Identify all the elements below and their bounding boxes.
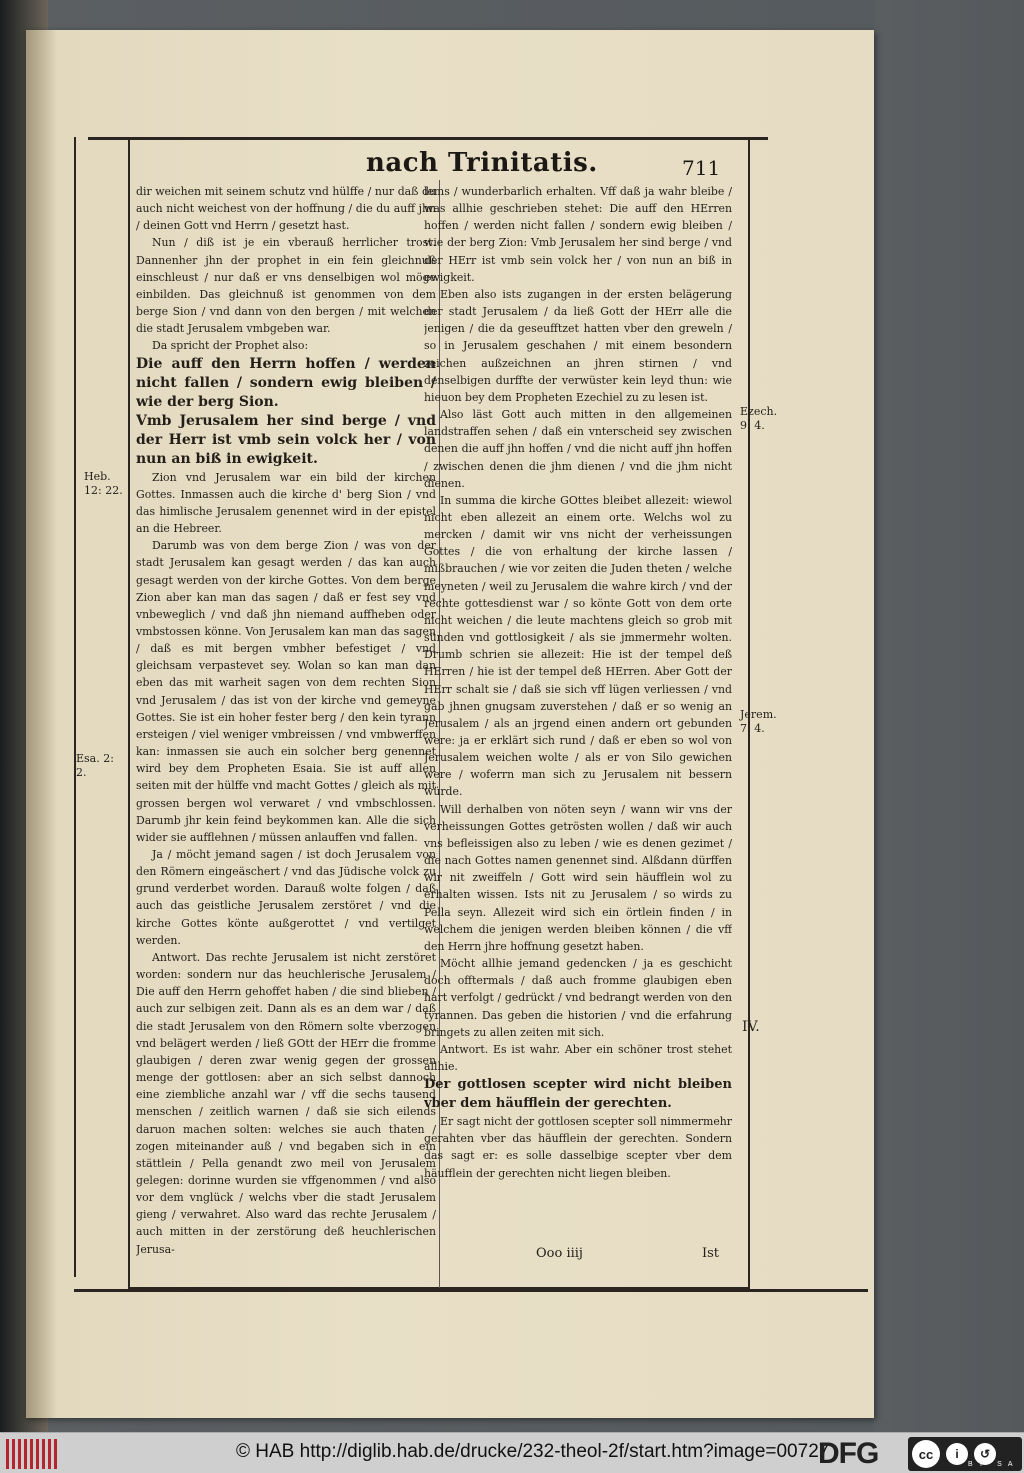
left-column-paragraph: Darumb was von dem berge Zion / was von der stadt Jerusalem kan gesagt werden / das kan auch gesagt werden von der kirche Gottes. Von dem berge Zion aber kan man das sagen / daß er fest sey vnd vnbeweglich / vnd daß jhn niemand auffheben oder vmbstossen könne. Von Jerusalem kan man das sagen / daß es mit bergen vmbher befestiget / vnd gleichsam verpastevet sey. Wolan so kan man dan eben das mit warheit sagen von dem rechten Sion vnd Jerusalem / das ist von der kirche vnd gemeyne Gottes. Sie ist ein hoher fester berg / den kein tyrann ersteigen / viel weniger vmbreissen / vnd vmbwerffen kan: inmassen sie auch ein solcher berg genennet wird bey dem Propheten Esaia. Sie ist auff allen seiten mit der hülffe vnd macht Gottes / gleich als mit grossen bergen wol verwaret / vnd vmbschlossen. Darumb jhr kein feind beykommen kan. Alle die sich wider sie aufflehnen / müssen anlauffen vnd fallen. xyxy=(136,539,436,844)
barcode-bar xyxy=(54,1439,57,1469)
scan-background-right xyxy=(874,0,1024,1432)
signature-mark: Ooo iiij xyxy=(536,1246,583,1261)
left-column-paragraph: Ja / möcht jemand sagen / ist doch Jerusalem von den Römern eingeäschert / vnd das Jüdische volck zu grund verderbet worden. Darauß wolte folgen / daß auch das geistliche Jerusalem zerstöret / vnd die kirche Gottes könte außgerottet / vnd vertilget werden. xyxy=(136,848,436,947)
left-column-paragraph: Nun / diß ist je ein vberauß herrlicher trost. Dannenher jhn der prophet in ein fein gleichnuß einschleust / nur daß er vns denselbigen wol möge einbilden. Das gleichnuß ist genommen von dem berge Sion / vnd dann von den bergen / mit welchen die stadt Jerusalem vmbgeben war. xyxy=(136,236,436,336)
barcode-bar xyxy=(42,1439,45,1469)
right-column-paragraph: Antwort. Es ist wahr. Aber ein schöner trost stehet allhie. xyxy=(424,1042,732,1073)
right-column-paragraph: In summa die kirche GOttes bleibet allezeit: wiewol nicht eben allezeit an einem orte. Welchs wol zu mercken / damit wir vns nicht der verheissungen Gottes / die von erhaltung der kirche lassen / mißbrauchen / wie vor zeiten die Juden theten / welche meyneten / weil zu Jerusalem die wahre kirch / vnd der rechte gottesdienst war / so könte Gott von dem orte nicht weichen / die leute machtens gleich so grob mit sünden vnd gottlosigkeit / als sie jmmermehr wolten. Drumb schrien sie allezeit: Hie ist der tempel deß HErren / hie ist der tempel deß HErren. Aber Gott der HErr schalt sie / daß sie sich vff lügen verliessen / vnd gab jhnen gnugsam zuverstehen / daß er so wenig an Jerusalem / als an jrgend einen andern ort gebunden were: ja er erklärt sich rund / daß er eben so wol von Jerusalem weichen wolte / als er von Silo gewichen were / woferrn man sich zu Jerusalem nit bessern würde. xyxy=(424,493,732,799)
left-column-paragraph: Zion vnd Jerusalem war ein bild der kirchen Gottes. Inmassen auch die kirche d' berg Sion / vnd das himlische Jerusalem genennet wird in der epistel an die Hebreer. xyxy=(136,470,436,536)
left-column-paragraph: Antwort. Das rechte Jerusalem ist nicht zerstöret worden: sondern nur das heuchlerische Jerusalem / Die auff den Herrn gehoffet haben / die sind blieben / auch zur selbigen zeit. Dann als es an dem war / daß die stadt Jerusalem von den Römern solte vberzogen vnd belägert werden / ließ GOtt der HErr die fromme glaubigen / deren zwar wenig gegen der grossen menge der gottlosen: aber an sich selbst dannoch eine ziembliche anzahl war / vff die sechs tausend menschen / zeitlich warnen / daß sie sich eilends daruon machen solten: welches sie auch thaten / zogen miteinander auß / vnd begaben sich in ein stättlein / Pella genandt zwo meil von Jerusalem gelegen: dorinne wurden sie vffgenommen / vnd also vor dem vnglück / welchs vber die stadt Jerusalem gieng / verwahret. Also ward das rechte Jerusalem / auch mitten in der zerstörung deß heuchlerischen Jerusa- xyxy=(136,950,436,1256)
book-page xyxy=(26,30,874,1418)
cc-license-badge[interactable] xyxy=(908,1437,1022,1471)
bottom-rule xyxy=(74,1289,868,1292)
sa-icon: ↺ xyxy=(974,1443,996,1465)
barcode-bar xyxy=(30,1439,33,1469)
viewer-footer xyxy=(0,1432,1024,1473)
right-column-paragraph: Eben also ists zugangen in der ersten belägerung der stadt Jerusalem / da ließ Gott der HErr alle die jenigen / die da geseufftzet hatten vber den greweln / so in Jerusalem geschahen / mit einem besondern zeichen außzeichnen an jhren stirnen / vnd denselbigen durffte der verwüster kein leyd thun: wie hieuon bey dem Propheten Ezechiel zu zu lesen ist. xyxy=(424,287,732,404)
hab-barcode-logo xyxy=(6,1439,57,1469)
license-labels: BY SA xyxy=(968,1461,1019,1468)
catchword: Ist xyxy=(702,1246,720,1261)
right-column-paragraph: lems / wunderbarlich erhalten. Vff daß ja wahr bleibe / was allhie geschrieben stehet: Die auff den HErren hoffen / werden nicht fallen / sondern ewig bleiben / wie der berg Zion: Vmb Jerusalem her sind berge / vnd der HErr ist vmb sein volck her / von nun an biß in ewigkeit. xyxy=(424,185,732,284)
right-column-paragraph: Er sagt nicht der gottlosen scepter soll nimmermehr gerahten vber das häufflein der gerechten. Sondern das sagt er: es solle dasselbige scepter vber dem häufflein der gerechten nicht liegen bleiben. xyxy=(424,1115,732,1180)
right-column-paragraph: Möcht allhie jemand gedencken / ja es geschicht doch offtermals / daß auch fromme glaubigen eben hart verfolgt / gedrückt / vnd bedrangt werden von den tyrannen. Das geben die historien / vnd die erfahrung bringets zu allen zeiten mit sich. xyxy=(424,957,732,1039)
margin-note-section: IV. xyxy=(742,1019,760,1035)
barcode-bar xyxy=(12,1439,15,1469)
barcode-bar xyxy=(18,1439,21,1469)
margin-note-heb: Heb. 12: 22. xyxy=(84,470,123,497)
page-number: 711 xyxy=(682,156,721,180)
left-text-column xyxy=(136,183,436,1283)
margin-note-esa: Esa. 2: 2. xyxy=(76,752,114,779)
barcode-bar xyxy=(24,1439,27,1469)
margin-note-ezech: Ezech. 9: 4. xyxy=(740,405,778,432)
margin-note-jerem: Jerem. 7: 4. xyxy=(740,708,777,735)
right-column-paragraph: Der gottlosen scepter wird nicht bleiben vber dem häufflein der gerechten. xyxy=(424,1077,732,1112)
barcode-bar xyxy=(48,1439,51,1469)
cc-icon: cc xyxy=(912,1440,940,1468)
right-column-paragraph: Will derhalben von nöten seyn / wann wir vns der verheissungen Gottes getrösten wollen / daß wir auch vns befleissigen also zu leben / wie es denen gezimet / die nach Gottes namen genennet sind. Alßdann dürffen wir nit zweiffeln / Gott wird sein häufflein wol zu erhalten wissen. Ists nit zu Jerusalem / so wirds zu Pella seyn. Allezeit wird sich ein örtlein finden / in welchem die jenigen werden bleiben können / die vff den Herrn jhre hoffnung gesetzt haben. xyxy=(424,802,732,953)
by-icon: i xyxy=(946,1443,968,1465)
dfg-logo: DFG xyxy=(818,1437,879,1470)
left-column-paragraph: dir weichen mit seinem schutz vnd hülffe / nur daß du auch nicht weichest von der hoffnung / die du auff jhn / deinen Gott vnd Herrn / gesetzt hast. xyxy=(136,185,436,233)
page-fold-shadow xyxy=(26,30,56,1418)
left-column-paragraph: Die auff den Herrn hoffen / werden nicht fallen / sondern ewig bleiben / wie der berg Sion. xyxy=(136,355,436,410)
copyright-link[interactable]: © HAB http://diglib.hab.de/drucke/232-theol-2f/start.htm?image=00727 xyxy=(236,1441,830,1462)
right-text-column xyxy=(424,183,732,1283)
running-head-title: nach Trinitatis. xyxy=(366,148,598,178)
left-column-paragraph: Vmb Jerusalem her sind berge / vnd der Herr ist vmb sein volck her / von nun an biß in ewigkeit. xyxy=(136,412,436,467)
barcode-bar xyxy=(36,1439,39,1469)
barcode-bar xyxy=(6,1439,9,1469)
margin-rule xyxy=(74,137,76,1277)
left-column-paragraph: Da spricht der Prophet also: xyxy=(152,339,309,353)
right-column-paragraph: Also läst Gott auch mitten in den allgemeinen landstraffen sehen / daß ein vnterscheid sey zwischen denen die auff jhn hoffen / vnd die nicht auff jhn hoffen / zwischen denen die jhm dienen / vnd die jhm nicht dienen. xyxy=(424,408,732,490)
